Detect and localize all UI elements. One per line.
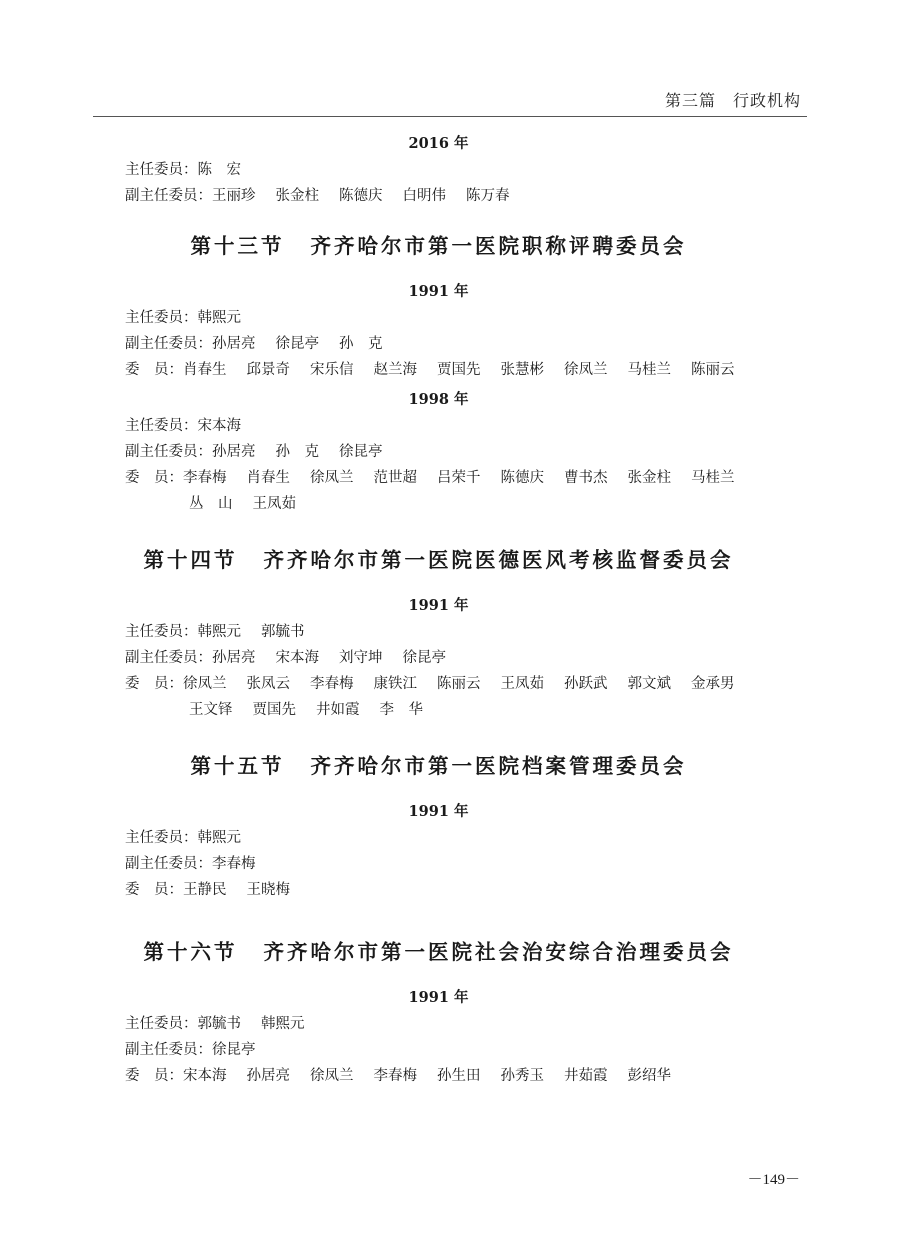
member-line <box>125 1037 765 1063</box>
member-name: 徐昆亭 <box>275 336 319 352</box>
role-label: 副主任委员： <box>125 188 212 204</box>
member-name: 孙居亮 <box>212 444 256 460</box>
role-label: 委 员： <box>125 1068 183 1084</box>
role-label: 委 员： <box>125 362 183 378</box>
member-name: 贾国先 <box>437 362 481 378</box>
section-13 <box>125 229 765 517</box>
member-name: 郭毓书 <box>197 1016 241 1032</box>
member-line <box>125 697 765 723</box>
member-name: 韩熙元 <box>197 830 241 846</box>
year-heading: 1991 年 <box>408 597 469 614</box>
member-name: 王凤茹 <box>500 676 544 692</box>
member-name: 王凤茹 <box>252 496 296 512</box>
section-14 <box>125 543 765 723</box>
member-line <box>125 305 765 331</box>
member-name: 陈德庆 <box>500 470 544 486</box>
member-line <box>125 1063 765 1089</box>
member-name: 彭绍华 <box>627 1068 671 1084</box>
member-line <box>125 645 765 671</box>
year-block <box>125 985 765 1089</box>
section-number: 第十五节 <box>190 754 285 778</box>
member-line <box>125 413 765 439</box>
section-title-text: 齐齐哈尔市第一医院社会治安综合治理委员会 <box>263 940 734 964</box>
role-label: 副主任委员： <box>125 336 212 352</box>
member-name: 孙生田 <box>437 1068 481 1084</box>
section-title-text: 齐齐哈尔市第一医院职称评聘委员会 <box>310 234 687 258</box>
year-block <box>125 799 765 903</box>
member-name: 宋本海 <box>275 650 319 666</box>
role-label: 主任委员： <box>125 624 198 640</box>
member-name: 孙跃武 <box>564 676 608 692</box>
member-line <box>125 851 765 877</box>
member-name: 吕荣千 <box>437 470 481 486</box>
member-name: 陈丽云 <box>437 676 481 692</box>
member-line <box>125 671 765 697</box>
member-name: 贾国先 <box>252 702 296 718</box>
member-name: 王文铎 <box>189 702 233 718</box>
member-name: 王丽珍 <box>212 188 256 204</box>
member-line <box>125 439 765 465</box>
member-name: 孙秀玉 <box>500 1068 544 1084</box>
role-label: 主任委员： <box>125 830 198 846</box>
member-name: 张凤云 <box>246 676 290 692</box>
year-block <box>125 387 765 517</box>
page-header <box>93 84 807 117</box>
role-label: 副主任委员： <box>125 856 212 872</box>
year-block <box>125 593 765 723</box>
member-name: 张金柱 <box>275 188 319 204</box>
member-name: 邱景奇 <box>246 362 290 378</box>
role-label: 主任委员： <box>125 418 198 434</box>
member-line <box>125 1011 765 1037</box>
chapter-title: 第三篇 行政机构 <box>664 91 801 110</box>
year-heading: 1991 年 <box>408 803 469 820</box>
member-name: 徐凤兰 <box>310 470 354 486</box>
member-name: 肖春生 <box>246 470 290 486</box>
section-heading <box>112 749 765 779</box>
member-name: 赵兰海 <box>373 362 417 378</box>
role-label: 副主任委员： <box>125 650 212 666</box>
member-name: 李春梅 <box>212 856 256 872</box>
member-name: 宋本海 <box>197 418 241 434</box>
role-label: 主任委员： <box>125 310 198 326</box>
member-name: 徐昆亭 <box>339 444 383 460</box>
member-name: 曹书杰 <box>564 470 608 486</box>
member-name: 宋本海 <box>183 1068 227 1084</box>
member-name: 范世超 <box>373 470 417 486</box>
member-name: 肖春生 <box>183 362 227 378</box>
year-heading: 1991 年 <box>408 989 469 1006</box>
page-number: －149－ <box>747 1172 800 1188</box>
member-name: 井如霞 <box>316 702 360 718</box>
year-heading: 1998 年 <box>408 391 469 408</box>
role-label: 副主任委员： <box>125 1042 212 1058</box>
section-number: 第十六节 <box>143 940 238 964</box>
member-name: 张金柱 <box>627 470 671 486</box>
member-name: 陈 宏 <box>197 162 241 178</box>
page-content <box>125 131 765 1089</box>
role-label: 主任委员： <box>125 1016 198 1032</box>
member-name: 白明伟 <box>402 188 446 204</box>
member-name: 康铁江 <box>373 676 417 692</box>
role-label: 副主任委员： <box>125 444 212 460</box>
role-label: 委 员： <box>125 676 183 692</box>
section-16 <box>125 935 765 1089</box>
section-heading <box>112 935 765 965</box>
member-name: 徐昆亭 <box>212 1042 256 1058</box>
member-line <box>125 825 765 851</box>
member-name: 孙居亮 <box>212 336 256 352</box>
member-name: 郭毓书 <box>261 624 305 640</box>
section-15 <box>125 749 765 903</box>
member-line <box>125 331 765 357</box>
member-name: 韩熙元 <box>197 624 241 640</box>
member-name: 孙 克 <box>275 444 319 460</box>
member-name: 李春梅 <box>373 1068 417 1084</box>
member-name: 孙居亮 <box>246 1068 290 1084</box>
member-name: 马桂兰 <box>627 362 671 378</box>
member-line <box>125 491 765 517</box>
member-name: 王静民 <box>183 882 227 898</box>
section-title-text: 齐齐哈尔市第一医院医德医风考核监督委员会 <box>263 548 734 572</box>
section-number: 第十四节 <box>143 548 238 572</box>
member-name: 丛 山 <box>189 496 233 512</box>
section-heading <box>112 543 765 573</box>
member-name: 井茹霞 <box>564 1068 608 1084</box>
member-name: 韩熙元 <box>261 1016 305 1032</box>
member-line <box>125 465 765 491</box>
role-label: 委 员： <box>125 470 183 486</box>
section-heading <box>112 229 765 259</box>
member-name: 徐昆亭 <box>402 650 446 666</box>
member-name: 孙居亮 <box>212 650 256 666</box>
role-label: 委 员： <box>125 882 183 898</box>
member-name: 徐凤兰 <box>564 362 608 378</box>
member-line <box>125 619 765 645</box>
year-heading: 2016 年 <box>408 135 469 152</box>
member-name: 陈丽云 <box>691 362 735 378</box>
member-line <box>125 183 765 209</box>
year-block <box>125 131 765 209</box>
member-name: 王晓梅 <box>246 882 290 898</box>
member-name: 李 华 <box>379 702 423 718</box>
member-name: 李春梅 <box>183 470 227 486</box>
member-line <box>125 357 765 383</box>
member-name: 孙 克 <box>339 336 383 352</box>
member-name: 陈万春 <box>466 188 510 204</box>
member-name: 陈德庆 <box>339 188 383 204</box>
member-name: 徐凤兰 <box>310 1068 354 1084</box>
member-name: 郭文斌 <box>627 676 671 692</box>
section-number: 第十三节 <box>190 234 285 258</box>
member-line <box>125 877 765 903</box>
year-heading: 1991 年 <box>408 283 469 300</box>
member-name: 马桂兰 <box>691 470 735 486</box>
member-name: 金承男 <box>691 676 735 692</box>
member-name: 张慧彬 <box>500 362 544 378</box>
member-name: 宋乐信 <box>310 362 354 378</box>
section-title-text: 齐齐哈尔市第一医院档案管理委员会 <box>310 754 687 778</box>
member-line <box>125 157 765 183</box>
year-block <box>125 279 765 383</box>
member-name: 徐凤兰 <box>183 676 227 692</box>
member-name: 李春梅 <box>310 676 354 692</box>
role-label: 主任委员： <box>125 162 198 178</box>
member-name: 刘守坤 <box>339 650 383 666</box>
member-name: 韩熙元 <box>197 310 241 326</box>
